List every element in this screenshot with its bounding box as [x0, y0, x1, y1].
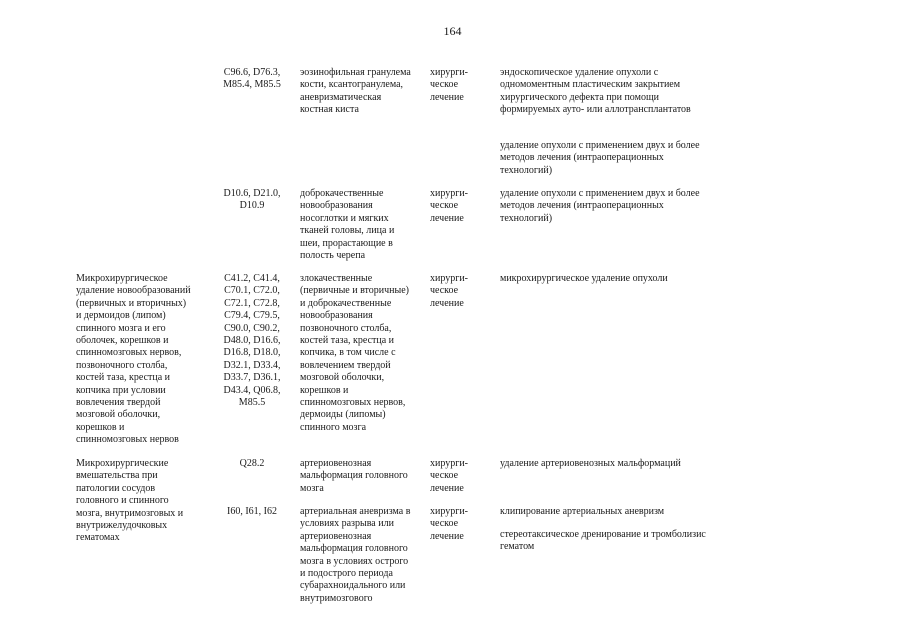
- treatment-method: удаление опухоли с применением двух и более методов лечения (интраоперационных технологий): [500, 188, 700, 224]
- patient-model: эозинофильная гранулема кости, ксантогранулема, аневризматическая костная киста: [300, 67, 411, 116]
- icd-codes: Q28.2: [239, 458, 265, 469]
- icd-codes: D10.6, D21.0, D10.9: [223, 188, 281, 212]
- patient-model: артериовенозная мальформация головного мозга: [300, 458, 408, 494]
- treatment-type: хирурги- ческое лечение: [430, 458, 469, 494]
- patient-model: артериальная аневризма в условиях разрыва или артериовенозная мальформация головного мозга в условиях острого и подострого периода субарахноидального или внутримозгового: [300, 506, 411, 604]
- icd-codes: C41.2, C41.4, C70.1, C72.0, C72.1, C72.8, C79.4, C79.5, C90.0, C90.2, D48.0, D16.6, D16.8, D18.0, D32.1, D33.4, D33.7, D36.1, D43.4, Q06.8, M85.5: [223, 273, 281, 409]
- page-number: 164: [443, 24, 462, 38]
- treatment-method: клипирование артериальных аневризм: [500, 506, 665, 517]
- icd-codes: I60, I61, I62: [227, 506, 277, 517]
- treatment-type: хирурги- ческое лечение: [430, 67, 469, 103]
- treatment-type: хирурги- ческое лечение: [430, 506, 469, 542]
- care-type-name: Микрохирургическое удаление новообразований (первичных и вторичных) и дермоидов (липом) спинного мозга и его оболочек, корешков и спинномозговых нервов, позвоночного столба, костей таза, крестца и копчика при условии вовлечения твердой мозговой оболочки, корешков и спинномозговых нервов: [76, 273, 191, 446]
- patient-model: доброкачественные новообразования носоглотки и мягких тканей головы, лица и шеи, прорастающие в полость черепа: [300, 188, 395, 262]
- treatment-method: удаление опухоли с применением двух и более методов лечения (интраоперационных технологий): [500, 140, 700, 176]
- treatment-method: удаление артериовенозных мальформаций: [500, 458, 681, 469]
- patient-model: злокачественные (первичные и вторичные) и доброкачественные новообразования позвоночного столба, костей таза, крестца и копчика, в том числе с вовлечением твердой мозговой оболочки, корешков и спинномозговых нервов, дермоиды (липомы) спинного мозга: [300, 273, 410, 433]
- treatment-type: хирурги- ческое лечение: [430, 273, 469, 309]
- treatment-method: эндоскопическое удаление опухоли с одномоментным пластическим закрытием хирургического дефекта при помощи формируемых ауто- или аллотрансплантатов: [500, 67, 691, 116]
- treatment-method: микрохирургическое удаление опухоли: [500, 273, 668, 284]
- care-type-name: Микрохирургические вмешательства при патологии сосудов головного и спинного мозга, внутримозговых и внутрижелудочковых гематомах: [76, 458, 184, 544]
- treatment-method: стереотаксическое дренирование и тромболизис гематом: [500, 529, 706, 553]
- treatment-type: хирурги- ческое лечение: [430, 188, 469, 224]
- icd-codes: C96.6, D76.3, M85.4, M85.5: [223, 67, 281, 91]
